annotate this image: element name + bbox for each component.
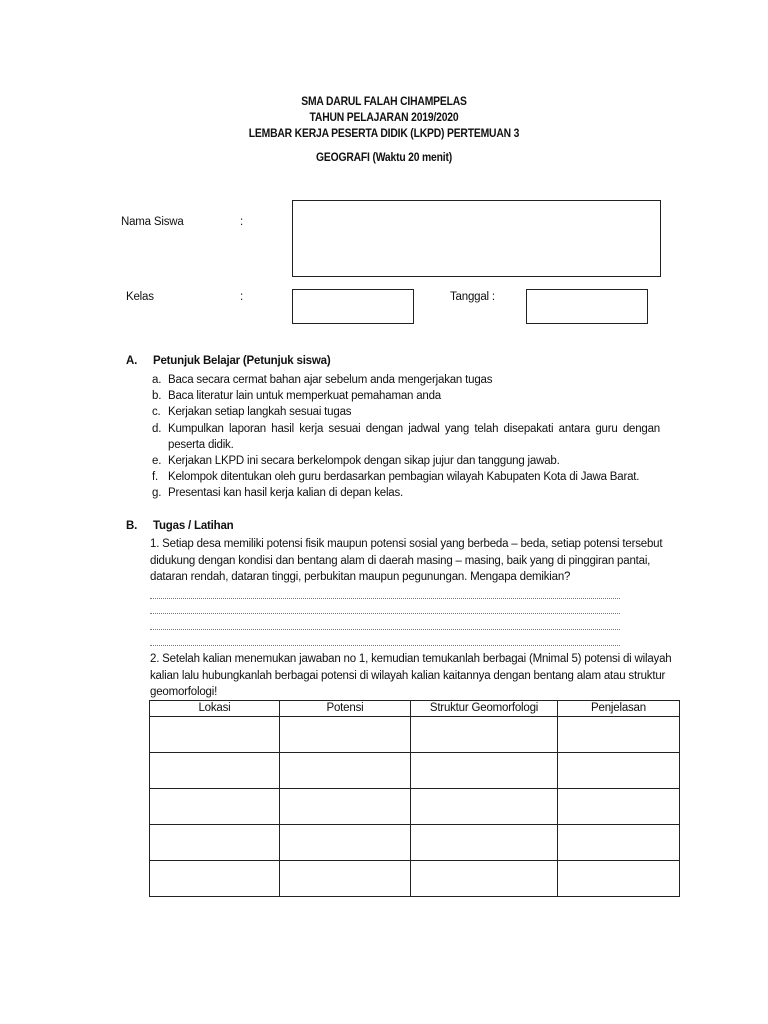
table-row bbox=[150, 789, 680, 825]
section-a-heading bbox=[126, 355, 330, 367]
instruction-item bbox=[150, 404, 660, 420]
instruction-item bbox=[150, 372, 660, 388]
instruction-marker: f. bbox=[152, 471, 158, 484]
instruction-text: Presentasi kan hasil kerja kalian di depan kelas. bbox=[168, 487, 404, 500]
section-b-letter: B. bbox=[126, 520, 138, 532]
section-b-title: Tugas / Latihan bbox=[153, 520, 234, 532]
instruction-item bbox=[150, 388, 660, 404]
academic-year: TAHUN PELAJARAN 2019/2020 bbox=[309, 112, 459, 124]
answer-line[interactable] bbox=[150, 645, 620, 646]
instruction-marker: g. bbox=[152, 487, 162, 500]
instruction-item bbox=[150, 469, 660, 485]
section-a-letter: A. bbox=[126, 355, 138, 367]
instruction-item bbox=[150, 421, 660, 453]
table-cell[interactable] bbox=[280, 717, 411, 753]
table-cell[interactable] bbox=[558, 789, 680, 825]
table-cell[interactable] bbox=[558, 753, 680, 789]
table-cell[interactable] bbox=[150, 753, 280, 789]
table-row bbox=[150, 753, 680, 789]
instruction-text: Kerjakan LKPD ini secara berkelompok dengan sikap jujur dan tanggung jawab. bbox=[168, 455, 560, 468]
table-cell[interactable] bbox=[411, 789, 558, 825]
answer-line[interactable] bbox=[150, 629, 620, 630]
column-header-potensi: Potensi bbox=[280, 701, 411, 717]
table-cell[interactable] bbox=[411, 717, 558, 753]
table-cell[interactable] bbox=[280, 825, 411, 861]
table-cell[interactable] bbox=[150, 861, 280, 897]
name-input-box[interactable] bbox=[292, 200, 661, 277]
table-row bbox=[150, 861, 680, 897]
subject-title: GEOGRAFI (Waktu 20 menit) bbox=[315, 152, 453, 164]
instruction-item bbox=[150, 453, 660, 469]
document-header bbox=[38, 94, 729, 166]
answer-line[interactable] bbox=[150, 598, 620, 599]
section-a-title: Petunjuk Belajar (Petunjuk siswa) bbox=[153, 355, 331, 367]
instruction-text: Kumpulkan laporan hasil kerja sesuai dengan jadwal yang telah disepakati antara guru dengan peserta didik. bbox=[168, 422, 660, 451]
table-cell[interactable] bbox=[411, 861, 558, 897]
instruction-text: Kelompok ditentukan oleh guru berdasarkan pembagian wilayah Kabupaten Kota di Jawa Barat. bbox=[168, 471, 640, 484]
table-cell[interactable] bbox=[150, 717, 280, 753]
table-row bbox=[150, 717, 680, 753]
table-cell[interactable] bbox=[558, 825, 680, 861]
table-cell[interactable] bbox=[411, 753, 558, 789]
instruction-text: Baca literatur lain untuk memperkuat pemahaman anda bbox=[168, 390, 441, 403]
table-cell[interactable] bbox=[411, 825, 558, 861]
table-cell[interactable] bbox=[280, 753, 411, 789]
name-label: Nama Siswa bbox=[121, 216, 184, 228]
instruction-marker: e. bbox=[152, 455, 162, 468]
instruction-marker: d. bbox=[152, 422, 162, 435]
table-header-row bbox=[150, 701, 680, 717]
instruction-marker: b. bbox=[152, 390, 162, 403]
section-b-heading bbox=[126, 520, 234, 532]
question-2: 2. Setelah kalian menemukan jawaban no 1, kemudian temukanlah berbagai (Mnimal 5) potensi di wilayah kalian lalu hubungkanlah berbagai potensi di wilayah kalian kaitannya dengan bentang alam atau struktur geomorfologi! bbox=[150, 653, 672, 698]
class-input-box[interactable] bbox=[292, 289, 414, 324]
instruction-item bbox=[150, 485, 660, 501]
school-name: SMA DARUL FALAH CIHAMPELAS bbox=[301, 96, 467, 108]
question-1: 1. Setiap desa memiliki potensi fisik maupun potensi sosial yang berbeda – beda, setiap potensi tersebut didukung dengan kondisi dan bentang alam di daerah masing – masing, baik yang di pinggiran pantai, dataran rendah, dataran tinggi, perbukitan maupun pegunungan. Mengapa demikian? bbox=[150, 538, 663, 583]
instruction-marker: c. bbox=[152, 406, 161, 419]
table-cell[interactable] bbox=[558, 861, 680, 897]
name-colon: : bbox=[240, 216, 243, 228]
table-cell[interactable] bbox=[150, 825, 280, 861]
table-cell[interactable] bbox=[558, 717, 680, 753]
table-row bbox=[150, 825, 680, 861]
table-cell[interactable] bbox=[150, 789, 280, 825]
instruction-marker: a. bbox=[152, 374, 162, 386]
column-header-lokasi: Lokasi bbox=[150, 701, 280, 717]
table-cell[interactable] bbox=[280, 789, 411, 825]
answer-line[interactable] bbox=[150, 613, 620, 614]
date-label: Tanggal : bbox=[450, 291, 495, 303]
table-cell[interactable] bbox=[280, 861, 411, 897]
date-input-box[interactable] bbox=[526, 289, 648, 324]
instructions-list bbox=[150, 372, 660, 502]
potential-table bbox=[149, 700, 680, 897]
class-label: Kelas bbox=[126, 291, 154, 303]
column-header-struktur-geomorfologi: Struktur Geomorfologi bbox=[411, 701, 558, 717]
instruction-text: Kerjakan setiap langkah sesuai tugas bbox=[168, 406, 352, 419]
worksheet-title: LEMBAR KERJA PESERTA DIDIK (LKPD) PERTEMUAN 3 bbox=[248, 128, 520, 140]
class-colon: : bbox=[240, 291, 243, 303]
column-header-penjelasan: Penjelasan bbox=[558, 701, 680, 717]
instruction-text: Baca secara cermat bahan ajar sebelum anda mengerjakan tugas bbox=[168, 374, 493, 386]
